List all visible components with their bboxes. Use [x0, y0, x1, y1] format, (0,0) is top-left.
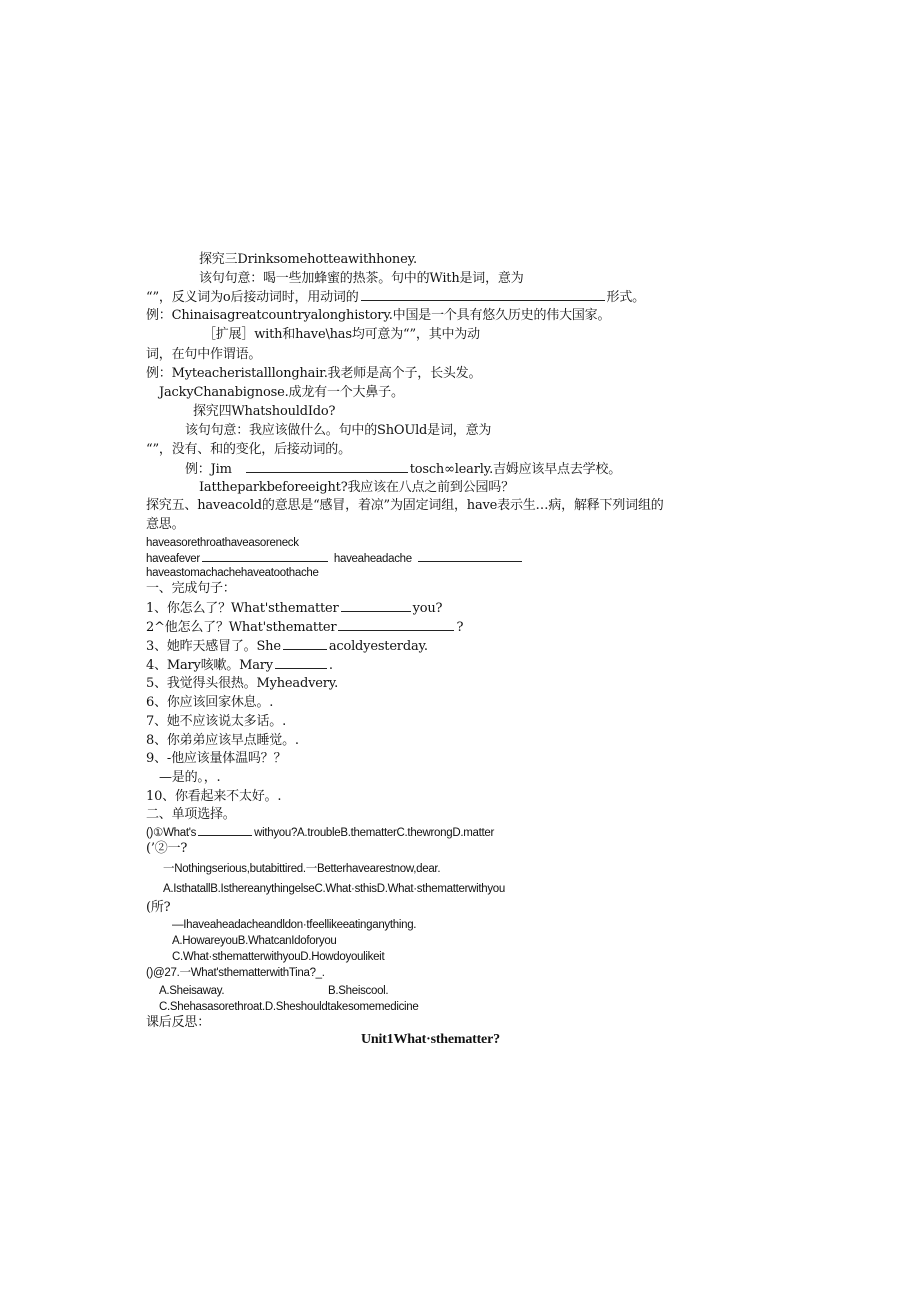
q1-end: you?	[412, 601, 443, 616]
q3-end: acoldyesterday.	[328, 639, 428, 654]
explore5-line2: 意思。	[146, 517, 185, 532]
answer-blank	[361, 288, 605, 301]
phrase-headache: haveaheadache	[333, 553, 412, 565]
section1-q5: 5、我觉得头很热。Myheadvery.	[146, 676, 339, 691]
section2-q4-options-cd: C.Shehasasorethroat.D.Sheshouldtakesomemedicine	[159, 1001, 419, 1013]
explore4-line1: 探究四WhatshouldIdo?	[193, 404, 336, 419]
answer-blank	[418, 549, 522, 562]
q4-end: .	[328, 658, 333, 673]
section1-q8: 8、你弟弟应该早点睡觉。.	[146, 733, 299, 748]
explore5-line1: 探究五、haveacold的意思是“感冒，着凉”为固定词组，have表示生…病，解释下列词组的	[146, 498, 664, 513]
after-class-reflection: 课后反思：	[146, 1015, 211, 1030]
explore3-line3-text: “”，反义词为o后接动词时，用动词的	[146, 290, 359, 305]
section1-q2	[146, 618, 463, 637]
section2-q4-option-b: B.Sheiscool.	[328, 985, 389, 997]
explore3-line7: 例：Myteacheristalllonghair.我老师是高个子，长头发。	[146, 366, 482, 381]
mc1-options: withyou?A.troubleB.thematterC.thewrongD.matter	[254, 827, 495, 839]
explore4-line4	[185, 460, 621, 479]
section2-q3-options-cd: C.What·sthematterwithyouD.Howdoyoulikeit	[172, 951, 385, 963]
section2-q3-dialog: —Ihaveaheadacheandldon·tfeellikeeatinganything.	[172, 919, 417, 931]
explore3-line3	[146, 288, 645, 307]
section2-q2: (’②一?	[146, 841, 188, 856]
section2-q1	[146, 823, 494, 842]
q2-end: ?	[456, 620, 464, 635]
mc1-text: ()①What's	[146, 827, 197, 839]
section2-q2-options: A.IsthatallB.IsthereanythingelseC.What·sthisD.What·sthematterwithyou	[163, 883, 506, 895]
answer-blank	[198, 823, 252, 836]
unit-title: Unit1What·sthematter?	[361, 1032, 500, 1047]
explore3-line1: 探究三Drinksomehotteawithhoney.	[199, 252, 417, 267]
q4-text: 4、Mary咳嗽。Mary	[146, 658, 273, 673]
explore4-line2: 该句句意：我应该做什么。句中的ShOUld是词，意为	[185, 423, 492, 438]
answer-blank	[202, 549, 328, 562]
answer-blank	[275, 656, 327, 669]
section2-q3: (所?	[146, 900, 171, 915]
explore3-line4: 例：Chinaisagreatcountryalonghistory.中国是一个具有悠久历史的伟大国家。	[146, 308, 611, 323]
explore4-line5: Iattheparkbeforeeight?我应该在八点之前到公园吗？	[199, 480, 514, 495]
explore3-line2: 该句句意：喝一些加蜂蜜的热茶。句中的With是词，意为	[199, 271, 524, 286]
q1-text: 1、你怎么了？What'sthematter	[146, 601, 339, 616]
section1-q3	[146, 637, 428, 656]
section2-q4-option-a: A.Sheisaway.	[159, 985, 225, 997]
explore5-line5: haveastomachachehaveatoothache	[146, 567, 319, 579]
explore4-line3: “”，没有、和的变化，后接动词的。	[146, 442, 351, 457]
explore3-line3-end: 形式。	[606, 290, 645, 305]
section1-q9: 9、-他应该量体温吗？？	[146, 751, 287, 766]
section2-q4: ()@27.一What'sthematterwithTina?_.	[146, 967, 325, 979]
section2-q3-options-ab: A.HowareyouB.WhatcanIdoforyou	[172, 935, 337, 947]
explore4-line4-end: tosch∞learly.吉姆应该早点去学校。	[409, 462, 622, 477]
section1-q10: 10、你看起来不太好。.	[146, 789, 282, 804]
phrase-fever: haveafever	[146, 553, 200, 565]
explore4-line4-text: 例：Jim	[185, 462, 232, 477]
explore3-line6: 词，在句中作谓语。	[146, 347, 262, 362]
section2-heading: 二、单项选择。	[146, 807, 236, 822]
answer-blank	[283, 637, 327, 650]
explore5-line3: haveasorethroathaveasoreneck	[146, 537, 299, 549]
explore3-line8: JackyChanabignose.成龙有一个大鼻子。	[159, 385, 404, 400]
section1-heading: 一、完成句子：	[146, 581, 236, 596]
explore3-line5: ［扩展］with和have\has均可意为“”，其中为动	[203, 327, 480, 342]
answer-blank	[341, 599, 411, 612]
answer-blank	[338, 618, 454, 631]
section1-q1	[146, 599, 442, 618]
section1-q4	[146, 656, 333, 675]
q2-text: 2^他怎么了？What'sthematter	[146, 620, 337, 635]
q3-text: 3、她昨天感冒了。She	[146, 639, 281, 654]
section2-q2-dialog: 一Nothingserious,butabittired.一Betterhavearestnow,dear.	[163, 863, 441, 875]
answer-blank	[246, 460, 408, 473]
section1-q9-answer: —是的。，.	[159, 770, 221, 785]
section1-q7: 7、她不应该说太多话。.	[146, 714, 287, 729]
section1-q6: 6、你应该回家休息。.	[146, 695, 274, 710]
